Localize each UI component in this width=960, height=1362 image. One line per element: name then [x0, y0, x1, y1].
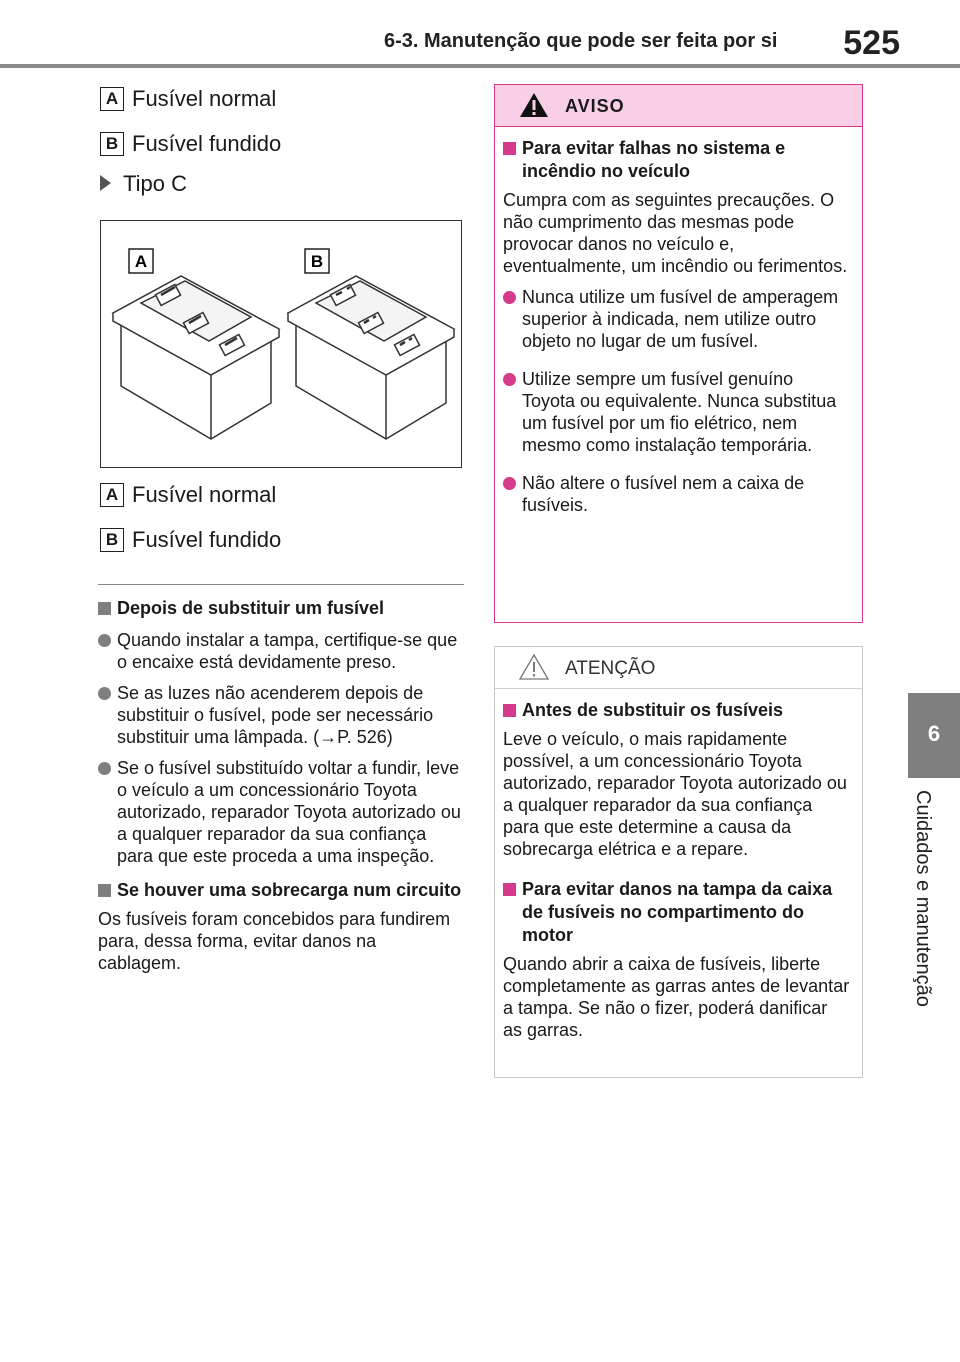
header-divider — [0, 64, 960, 68]
chapter-title: Cuidados e manutenção — [912, 790, 934, 1007]
square-bullet-icon — [98, 602, 111, 615]
notes-heading: Se houver uma sobrecarga num circuito — [98, 879, 464, 902]
figure-label-a: A — [134, 252, 148, 271]
legend-text: Fusível fundido — [132, 527, 282, 552]
notes-column — [98, 584, 464, 974]
figure-legend-item-a — [100, 482, 276, 508]
dot-bullet-icon — [98, 762, 111, 775]
caution-heading: Antes de substituir os fusíveis — [503, 699, 850, 722]
caution-box — [494, 646, 863, 1078]
dot-bullet-icon — [98, 687, 111, 700]
fuse-normal-drawing — [113, 276, 279, 439]
legend-text: Fusível fundido — [132, 131, 282, 156]
note-bullet: Quando instalar a tampa, certifique-se que o encaixe está devidamente preso. — [98, 629, 464, 673]
caution-title: ATENÇÃO — [565, 658, 656, 679]
square-bullet-icon — [503, 883, 516, 896]
legend-item-b — [100, 131, 281, 157]
page-number: 525 — [843, 24, 900, 62]
caution-header — [495, 647, 862, 689]
type-heading-text: Tipo C — [123, 171, 187, 196]
square-bullet-icon — [503, 142, 516, 155]
warning-body — [495, 127, 862, 516]
warning-intro: Cumpra com as seguintes precauções. O não cumprimento das mesmas pode provocar danos no veículo e, eventualmente, um incêndio ou ferimentos. — [503, 190, 848, 276]
warning-header — [495, 85, 862, 127]
caution-heading: Para evitar danos na tampa da caixa de fusíveis no compartimento do motor — [503, 878, 850, 947]
caution-paragraph: Quando abrir a caixa de fusíveis, liberte completamente as garras antes de levantar a tampa. Se não o fizer, poderá danificar as garras. — [503, 954, 850, 1040]
triangle-bullet-icon — [100, 175, 111, 191]
warning-box — [494, 84, 863, 623]
legend-item-a — [100, 86, 276, 112]
label-box-b: B — [100, 132, 124, 156]
label-box-b: B — [100, 528, 124, 552]
dot-bullet-icon — [503, 291, 516, 304]
caution-paragraph: Leve o veículo, o mais rapidamente possível, a um concessionário Toyota autorizado, reparador Toyota autorizado ou a qualquer reparador da sua confiança para que este determine a causa da sobrecarga elétrica e a repare. — [503, 729, 847, 859]
warning-heading: Para evitar falhas no sistema e incêndio no veículo — [503, 137, 850, 183]
chapter-number: 6 — [927, 721, 941, 746]
dot-bullet-icon — [98, 634, 111, 647]
figure-label-b: B — [310, 252, 324, 271]
note-bullet: Se as luzes não acenderem depois de substituir o fusível, pode ser necessário substituir uma lâmpada. (→P. 526) — [98, 682, 464, 748]
fuse-illustration — [100, 220, 462, 468]
square-bullet-icon — [98, 884, 111, 897]
page-header — [0, 0, 960, 70]
dot-bullet-icon — [503, 477, 516, 490]
type-heading — [100, 171, 187, 197]
warning-bullet: Não altere o fusível nem a caixa de fusíveis. — [503, 472, 850, 516]
warning-title: AVISO — [565, 96, 625, 116]
caution-triangle-icon — [519, 654, 549, 680]
dot-bullet-icon — [503, 373, 516, 386]
caution-body — [495, 689, 862, 1041]
legend-text: Fusível normal — [132, 482, 277, 507]
square-bullet-icon — [503, 704, 516, 717]
label-box-a: A — [100, 87, 124, 111]
fuse-blown-drawing — [288, 276, 454, 439]
figure-legend-item-b — [100, 527, 281, 553]
legend-text: Fusível normal — [132, 86, 277, 111]
fuse-drawing — [101, 221, 460, 466]
notes-heading: Depois de substituir um fusível — [98, 597, 464, 620]
chapter-tab[interactable] — [908, 693, 960, 778]
notes-paragraph: Os fusíveis foram concebidos para fundirem para, dessa forma, evitar danos na cablagem. — [98, 909, 451, 973]
warning-triangle-icon — [519, 92, 549, 118]
warning-bullet: Nunca utilize um fusível de amperagem superior à indicada, nem utilize outro objeto no lugar de um fusível. — [503, 286, 850, 352]
section-title: 6-3. Manutenção que pode ser feita por si — [384, 30, 778, 52]
label-box-a: A — [100, 483, 124, 507]
note-bullet: Se o fusível substituído voltar a fundir, leve o veículo a um concessionário Toyota autorizado, reparador Toyota autorizado ou a qualquer reparador da sua confiança para que este proceda a uma inspeção. — [98, 757, 464, 867]
warning-bullet: Utilize sempre um fusível genuíno Toyota ou equivalente. Nunca substitua um fusível por um fio elétrico, nem mesmo como instalação temporária. — [503, 368, 850, 456]
